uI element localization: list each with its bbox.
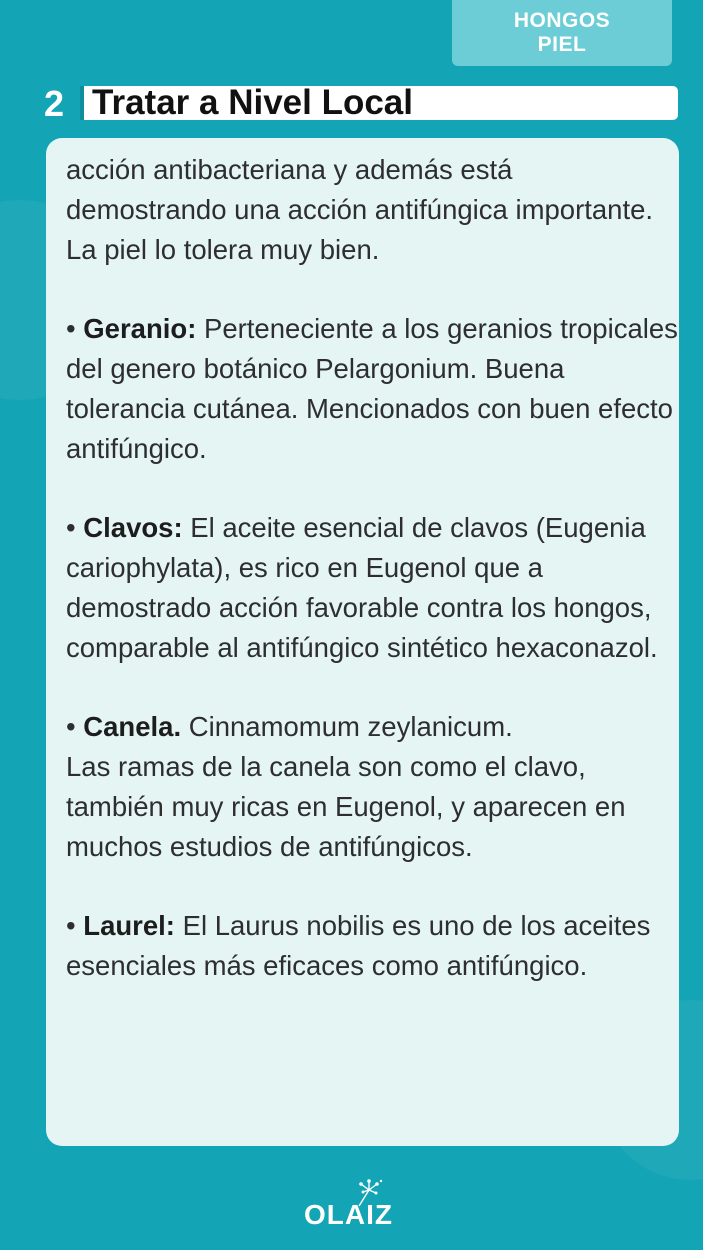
- olaiz-logo: [301, 1178, 401, 1232]
- paragraph-laurel: • Laurel: El Laurus nobilis es uno de los aceites esenciales más eficaces como antifúngico.: [66, 910, 651, 981]
- paragraph-text: Cinnamomum zeylanicum.: [188, 711, 513, 742]
- content-text: [66, 150, 679, 1025]
- category-tag-line-1: HONGOS: [513, 9, 611, 32]
- category-tag-line-2: PIEL: [537, 33, 587, 56]
- term-geranio: Geranio:: [83, 313, 197, 344]
- content-card: [46, 138, 679, 1146]
- paragraph-text: Las ramas de la canela son como el clavo, también muy ricas en Eugenol, y aparecen en muchos estudios de antifúngicos.: [66, 751, 626, 862]
- paragraph-canela: • Canela. Cinnamomum zeylanicum. Las ramas de la canela son como el clavo, también muy ricas en Eugenol, y aparecen en muchos estudios de antifúngicos.: [66, 711, 626, 862]
- term-clavos: Clavos:: [83, 512, 183, 543]
- paragraph-text: Perteneciente a los geranios tropicales del genero botánico Pelargonium. Buena tolerancia cutánea. Mencionados con buen efecto antifúngico.: [66, 313, 678, 464]
- paragraph-text: El Laurus nobilis es uno de los aceites esenciales más eficaces como antifúngico.: [66, 910, 651, 981]
- paragraph-geranio: • Geranio: Perteneciente a los geranios tropicales del genero botánico Pelargonium. Buena tolerancia cutánea. Mencionados con buen efecto antifúngico.: [66, 313, 678, 464]
- paragraph-intro: [66, 150, 679, 270]
- paragraph-clavos: • Clavos: El aceite esencial de clavos (Eugenia cariophylata), es rico en Eugenol que a demostrado acción favorable contra los hongos, comparable al antifúngico sintético hexaconazol.: [66, 512, 658, 663]
- term-laurel: Laurel:: [83, 910, 175, 941]
- section-title: Tratar a Nivel Local: [92, 83, 413, 122]
- section-number: 2: [44, 83, 65, 124]
- logo-text: OLAIZ: [304, 1199, 393, 1230]
- category-tag: [452, 0, 672, 66]
- paragraph-text: acción antibacteriana y además está demostrando una acción antifúngica importante. La piel lo tolera muy bien.: [66, 154, 654, 265]
- section-heading: [44, 84, 680, 124]
- paragraph-text: El aceite esencial de clavos (Eugenia cariophylata), es rico en Eugenol que a demostrado acción favorable contra los hongos, comparable al antifúngico sintético hexaconazol.: [66, 512, 658, 663]
- term-canela: Canela.: [83, 711, 182, 742]
- section-title-bar: [80, 83, 678, 122]
